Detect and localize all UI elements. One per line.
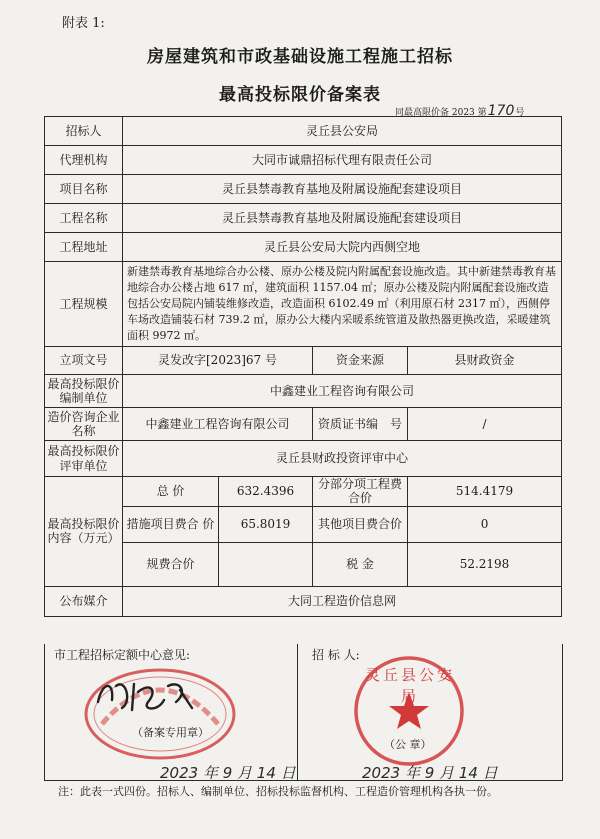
row-content-1 bbox=[45, 477, 562, 507]
cert-value: / bbox=[408, 408, 562, 441]
row-media bbox=[45, 586, 562, 616]
right-date: 2023 年 9 月 14 日 bbox=[362, 764, 498, 782]
official-seal-label: （公 章） bbox=[384, 738, 432, 751]
scale-label: 工程规模 bbox=[45, 262, 123, 347]
left-date: 2023 年 9 月 14 日 bbox=[160, 764, 296, 782]
total-value: 632.4396 bbox=[219, 477, 313, 507]
tenderer-value: 灵丘县公安局 bbox=[123, 117, 562, 146]
handwritten-signature-icon bbox=[92, 672, 202, 717]
page-subtitle: 最高投标限价备案表 bbox=[219, 85, 381, 105]
record-table bbox=[44, 116, 562, 617]
row-tenderer bbox=[45, 117, 562, 146]
engineering-name-value: 灵丘县禁毒教育基地及附属设施配套建设项目 bbox=[123, 204, 562, 233]
measure-value: 65.8019 bbox=[219, 506, 313, 542]
subitem-value: 514.4179 bbox=[408, 477, 562, 507]
fee-label: 规费合价 bbox=[123, 542, 219, 586]
other-value: 0 bbox=[408, 506, 562, 542]
reviewer-label: 最高投标限价评审单位 bbox=[45, 441, 123, 477]
signature-divider bbox=[297, 644, 298, 780]
row-compiler bbox=[45, 375, 562, 408]
footnote: 注：此表一式四份。招标人、编制单位、招标投标监督机构、工程造价管理机构各执一份。 bbox=[58, 785, 498, 798]
row-project-name bbox=[45, 175, 562, 204]
approval-label: 立项文号 bbox=[45, 347, 123, 375]
approval-value: 灵发改字[2023]67 号 bbox=[123, 347, 313, 375]
record-prefix: 同最高限价备 2023 第 bbox=[395, 108, 487, 118]
agent-value: 大同市诚鼎招标代理有限责任公司 bbox=[123, 146, 562, 175]
subitem-label: 分部分项工程费合价 bbox=[313, 477, 408, 507]
attachment-label: 附表 1: bbox=[62, 16, 105, 31]
compiler-value: 中鑫建业工程咨询有限公司 bbox=[123, 375, 562, 408]
scale-value: 新建禁毒教育基地综合办公楼、原办公楼及院内附属配套设施改造。其中新建禁毒教育基地综合办公楼占地 617 ㎡，建筑面积 1157.04 ㎡；原办公楼及院内附属配套设施改造包括公安局院内铺装维修改造，改造面积 6102.49 ㎡（利用原石材 2317 ㎡），西侧停车场改造铺装石材 739.2 ㎡，原办公大楼内采暖系统管道及散热器更换改造，采暖建筑面积 9972 ㎡。 bbox=[123, 262, 562, 347]
content-label: 最高投标限价内容（万元） bbox=[45, 477, 123, 587]
row-consult bbox=[45, 408, 562, 441]
tax-value: 52.2198 bbox=[408, 542, 562, 586]
left-signature-title: 市工程招标定额中心意见: bbox=[54, 648, 191, 662]
fund-label: 资金来源 bbox=[313, 347, 408, 375]
compiler-label: 最高投标限价编制单位 bbox=[45, 375, 123, 408]
tax-label: 税 金 bbox=[313, 542, 408, 586]
row-agent bbox=[45, 146, 562, 175]
fund-value: 县财政资金 bbox=[408, 347, 562, 375]
other-label: 其他项目费合价 bbox=[313, 506, 408, 542]
engineering-name-label: 工程名称 bbox=[45, 204, 123, 233]
consult-value: 中鑫建业工程咨询有限公司 bbox=[123, 408, 313, 441]
row-reviewer bbox=[45, 441, 562, 477]
project-name-label: 项目名称 bbox=[45, 175, 123, 204]
row-address bbox=[45, 233, 562, 262]
project-name-value: 灵丘县禁毒教育基地及附属设施配套建设项目 bbox=[123, 175, 562, 204]
address-value: 灵丘县公安局大院内西侧空地 bbox=[123, 233, 562, 262]
fee-value bbox=[219, 542, 313, 586]
row-content-2 bbox=[45, 506, 562, 542]
media-label: 公布媒介 bbox=[45, 586, 123, 616]
address-label: 工程地址 bbox=[45, 233, 123, 262]
row-content-3 bbox=[45, 542, 562, 586]
record-number: 170 bbox=[487, 103, 515, 119]
tenderer-label: 招标人 bbox=[45, 117, 123, 146]
row-scale bbox=[45, 262, 562, 347]
right-signature-title: 招 标 人: bbox=[312, 648, 360, 662]
agent-label: 代理机构 bbox=[45, 146, 123, 175]
measure-label: 措施项目费合 价 bbox=[123, 506, 219, 542]
official-seal-text: 灵丘县公安局 bbox=[364, 666, 455, 705]
consult-label: 造价咨询企业名称 bbox=[45, 408, 123, 441]
filing-seal-label: （备案专用章） bbox=[132, 726, 209, 739]
reviewer-value: 灵丘县财政投资评审中心 bbox=[123, 441, 562, 477]
record-suffix: 号 bbox=[515, 108, 525, 118]
row-approval bbox=[45, 347, 562, 375]
total-label: 总 价 bbox=[123, 477, 219, 507]
row-engineering-name bbox=[45, 204, 562, 233]
media-value: 大同工程造价信息网 bbox=[123, 586, 562, 616]
page-title: 房屋建筑和市政基础设施工程施工招标 bbox=[147, 47, 453, 67]
cert-label: 资质证书编 号 bbox=[313, 408, 408, 441]
